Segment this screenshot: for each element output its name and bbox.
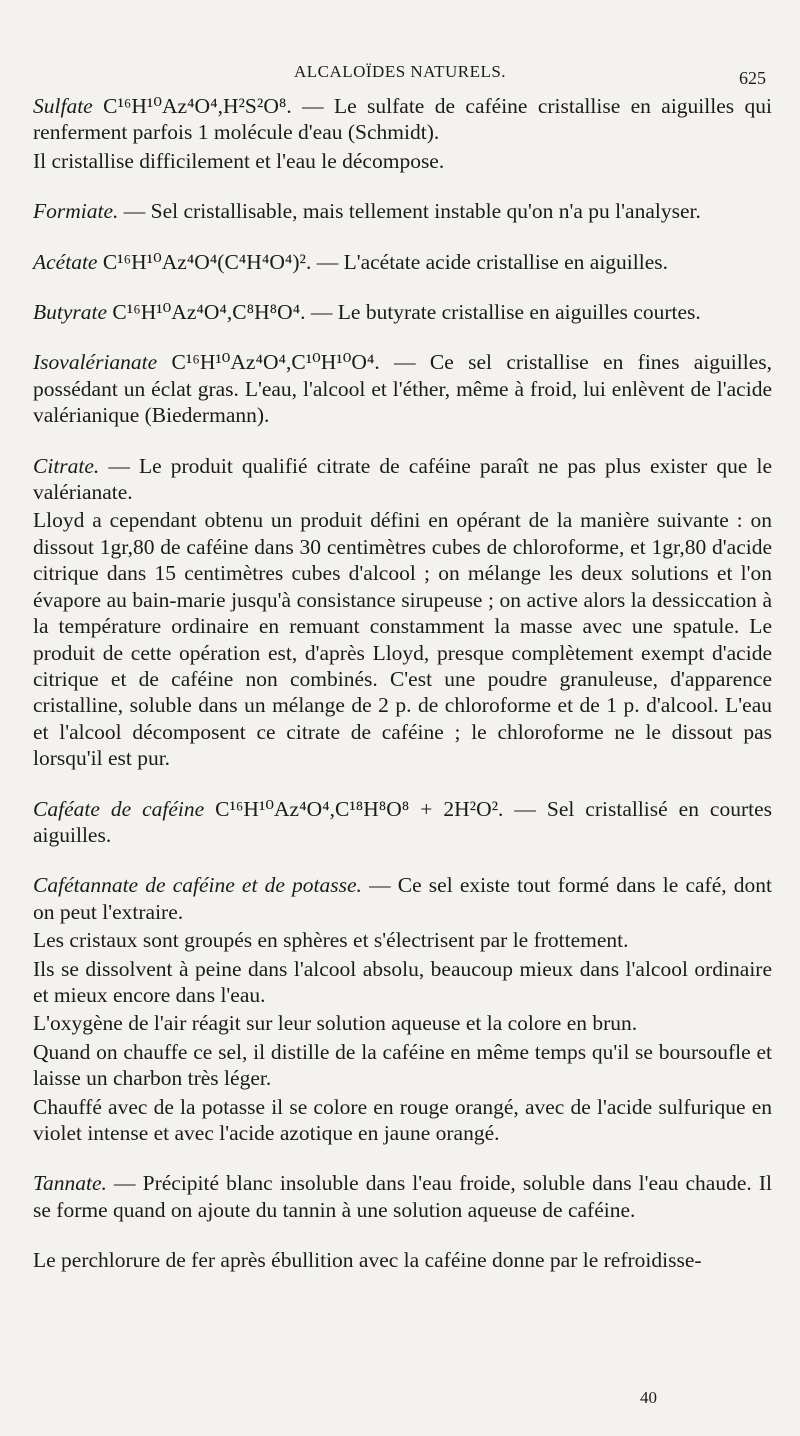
text-cristaux: Les cristaux sont groupés en sphères et s'électrisent par le frottement. xyxy=(33,928,629,953)
paragraph-butyrate xyxy=(33,299,772,325)
paragraph-cafetannate xyxy=(33,872,772,925)
paragraph-isovalerianate xyxy=(33,349,772,428)
text-butyrate: — Le butyrate cristallise en aiguilles courtes. xyxy=(305,300,701,325)
term-citrate: Citrate. xyxy=(33,453,100,478)
text-oxygene: L'oxygène de l'air réagit sur leur solution aqueuse et la colore en brun. xyxy=(33,1011,638,1036)
page-header xyxy=(32,58,768,88)
paragraph-perchlorure xyxy=(33,1247,772,1273)
term-cafeate: Caféate de caféine xyxy=(33,796,205,821)
formula-cafeate: C¹⁶H¹⁰Az⁴O⁴,C¹⁸H⁸O⁸ + 2H²O². xyxy=(215,796,504,821)
text-perchlorure: Le perchlorure de fer après ébullition avec la caféine donne par le refroidisse- xyxy=(33,1248,702,1273)
text-formiate: — Sel cristallisable, mais tellement instable qu'on n'a pu l'analyser. xyxy=(118,199,701,224)
text-tannate: — Précipité blanc insoluble dans l'eau froide, soluble dans l'eau chaude. Il se forme quand on ajoute du tannin à une solution aqueuse de caféine. xyxy=(33,1171,772,1222)
body-text xyxy=(33,93,772,1274)
term-acetate: Acétate xyxy=(33,249,98,274)
paragraph-sulfate xyxy=(33,93,772,146)
text-cafetannate: — Ce sel existe tout formé dans le café, dont on peut l'extraire. xyxy=(33,873,772,924)
running-title: ALCALOÏDES NATURELS. xyxy=(293,62,507,81)
term-butyrate: Butyrate xyxy=(33,300,108,325)
formula-acetate: C¹⁶H¹⁰Az⁴O⁴(C⁴H⁴O⁴)². xyxy=(102,249,312,274)
paragraph-chauffe xyxy=(33,1039,772,1092)
paragraph-dissolvent xyxy=(33,956,772,1009)
paragraph-potasse xyxy=(33,1094,772,1147)
term-isovalerianate: Isovalérianate xyxy=(33,350,158,375)
formula-isovalerianate: C¹⁶H¹⁰Az⁴O⁴,C¹⁰H¹⁰O⁴. xyxy=(171,350,380,375)
paragraph-tannate xyxy=(33,1170,772,1223)
paragraph-formiate xyxy=(33,198,772,224)
formula-sulfate: C¹⁶H¹⁰Az⁴O⁴,H²S²O⁸. xyxy=(103,94,292,118)
paragraph-sulfate-note xyxy=(33,148,772,174)
paragraph-oxygene xyxy=(33,1010,772,1036)
term-sulfate: Sulfate xyxy=(33,94,93,118)
paragraph-cafeate xyxy=(33,796,772,849)
text-isovalerianate: — Ce sel cristallise en fines aiguilles, possédant un éclat gras. L'eau, l'alcool et l'éther, même à froid, lui enlèvent de l'acide valérianique (Biedermann). xyxy=(33,350,772,428)
text-acetate: — L'acétate acide cristallise en aiguilles. xyxy=(311,249,668,274)
paragraph-cristaux xyxy=(33,927,772,953)
paragraph-citrate xyxy=(33,453,772,506)
text-chauffe: Quand on chauffe ce sel, il distille de la caféine en même temps qu'il se boursoufle et laisse un charbon très léger. xyxy=(33,1039,772,1091)
text-lloyd: Lloyd a cependant obtenu un produit défini en opérant de la manière suivante : on dissout 1gr,80 de caféine dans 30 centimètres cubes de chloroforme, et 1gr,80 d'acide citrique dans 15 centimètres cubes d'alcool ; on mélange les deux solutions et l'on évapore au bain-marie jusqu'à consistance sirupeuse ; on active alors la dessiccation à la température ordinaire en remuant constamment la masse avec une spatule. Le produit de cette opération est, d'après Lloyd, presque complètement exempt d'acide citrique et de caféine non combinés. C'est une poudre granuleuse, d'apparence cristalline, soluble dans un mélange de 2 p. de chloroforme et de 1 p. d'alcool. L'eau et l'alcool décomposent ce citrate de caféine ; le chloroforme ne le dissout pas lorsqu'il est pur. xyxy=(33,508,772,771)
text-cafeate: — Sel cristallisé en courtes aiguilles. xyxy=(33,796,772,847)
term-formiate: Formiate. xyxy=(33,199,119,224)
text-sulfate-note: Il cristallise difficilement et l'eau le décompose. xyxy=(33,148,445,173)
term-tannate: Tannate. xyxy=(33,1171,107,1196)
text-sulfate: — Le sulfate de caféine cristallise en aiguilles qui renferment parfois 1 molécule d'eau (Schmidt). xyxy=(33,94,772,145)
text-potasse: Chauffé avec de la potasse il se colore en rouge orangé, avec de l'acide sulfurique en violet intense et avec l'acide azotique en jaune orangé. xyxy=(33,1094,772,1145)
term-cafetannate: Cafétannate de caféine et de potasse. xyxy=(33,873,362,898)
page-number: 625 xyxy=(739,68,766,88)
text-citrate: — Le produit qualifié citrate de caféine paraît ne pas plus exister que le valérianate. xyxy=(33,453,772,505)
paragraph-lloyd xyxy=(33,507,772,771)
signature-number: 40 xyxy=(640,1388,657,1407)
formula-butyrate: C¹⁶H¹⁰Az⁴O⁴,C⁸H⁸O⁴. xyxy=(112,300,306,325)
paragraph-acetate xyxy=(33,249,772,275)
text-dissolvent: Ils se dissolvent à peine dans l'alcool absolu, beaucoup mieux dans l'alcool ordinaire et mieux encore dans l'eau. xyxy=(33,956,772,1007)
